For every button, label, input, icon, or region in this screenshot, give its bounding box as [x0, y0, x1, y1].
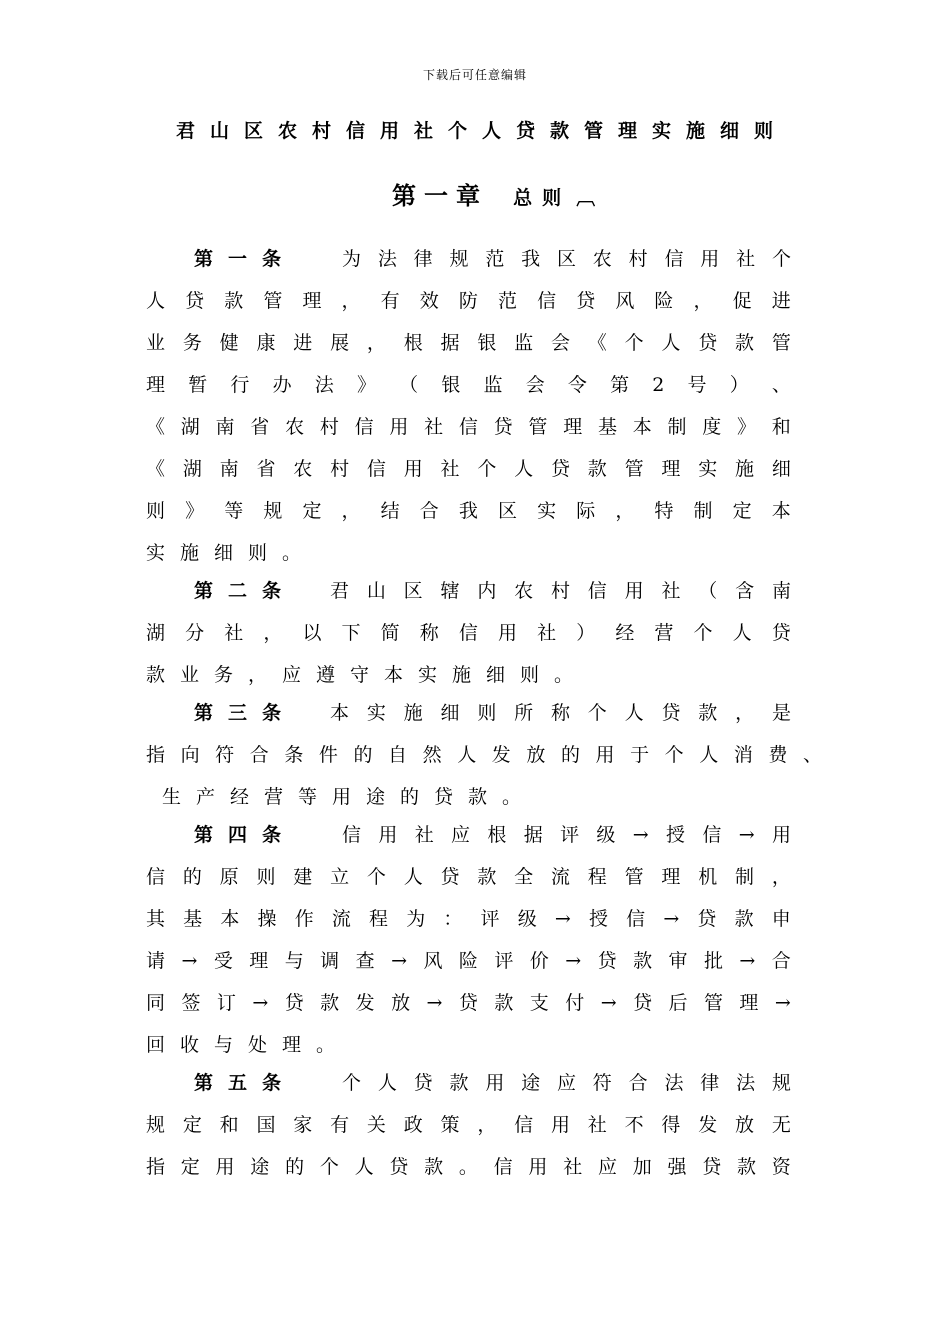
chapter-number: 第一章: [392, 181, 488, 210]
article-line: 为 法 律 规 范 我 区 农 村 信 用 社 个: [342, 248, 791, 270]
article-line: 规 定 和 国 家 有 关 政 策 ， 信 用 社 不 得 发 放 无: [146, 1114, 791, 1136]
article-line: 业 务 健 康 进 展 ， 根 据 银 监 会 《 个 人 贷 款 管: [146, 332, 791, 354]
article-line: 《 湖 南 省 农 村 信 用 社 个 人 贷 款 管 理 实 施 细: [146, 458, 791, 480]
article-line: 理 暂 行 办 法 》 （ 银 监 会 令 第 2 号 ） 、: [146, 374, 791, 396]
article-line: 信 用 社 应 根 据 评 级 → 授 信 → 用: [342, 824, 791, 846]
article-line: 信 的 原 则 建 立 个 人 贷 款 全 流 程 管 理 机 制 ，: [146, 866, 791, 888]
article-line: 同 签 订 → 贷 款 发 放 → 贷 款 支 付 → 贷 后 管 理 →: [146, 992, 791, 1014]
article-label: 第三条: [194, 702, 297, 724]
article-line: 回收与处理。: [146, 1034, 351, 1056]
article-label: 第四条: [194, 824, 297, 846]
chapter-heading: [392, 176, 595, 211]
article-line: 款业务，应遵守本实施细则。: [146, 664, 589, 686]
chapter-name: 总则: [513, 187, 572, 209]
header-note: 下载后可任意编辑: [422, 68, 527, 82]
article-line: 则 》 等 规 定 ， 结 合 我 区 实 际 ， 特 制 定 本: [146, 500, 791, 522]
article-line: 实施细则。: [146, 542, 317, 564]
article-line: 生产经营等用途的贷款。: [162, 786, 537, 808]
article-line: 《 湖 南 省 农 村 信 用 社 信 贷 管 理 基 本 制 度 》 和: [146, 416, 791, 438]
article-line: 君 山 区 辖 内 农 村 信 用 社 （ 含 南: [330, 580, 791, 602]
article-line: 指 向 符 合 条 件 的 自 然 人 发 放 的 用 于 个 人 消 费 、: [146, 744, 822, 766]
article-line: 其 基 本 操 作 流 程 为 ： 评 级 → 授 信 → 贷 款 申: [146, 908, 791, 930]
article-label: 第二条: [194, 580, 297, 602]
article-line: 指 定 用 途 的 个 人 贷 款 。 信 用 社 应 加 强 贷 款 资: [146, 1156, 791, 1178]
article-label: 第五条: [194, 1072, 297, 1094]
document-title: 君山区农村信用社个人贷款管理实施细则: [175, 120, 788, 142]
article-label: 第一条: [194, 248, 297, 270]
chapter-mark: ︹: [576, 187, 596, 209]
article-line: 请 → 受 理 与 调 查 → 风 险 评 价 → 贷 款 审 批 → 合: [146, 950, 791, 972]
article-line: 人 贷 款 管 理 ， 有 效 防 范 信 贷 风 险 ， 促 进: [146, 290, 791, 312]
article-line: 本 实 施 细 则 所 称 个 人 贷 款 ， 是: [330, 702, 791, 724]
article-line: 个 人 贷 款 用 途 应 符 合 法 律 法 规: [342, 1072, 791, 1094]
article-line: 湖 分 社 ， 以 下 简 称 信 用 社 ） 经 营 个 人 贷: [146, 622, 791, 644]
